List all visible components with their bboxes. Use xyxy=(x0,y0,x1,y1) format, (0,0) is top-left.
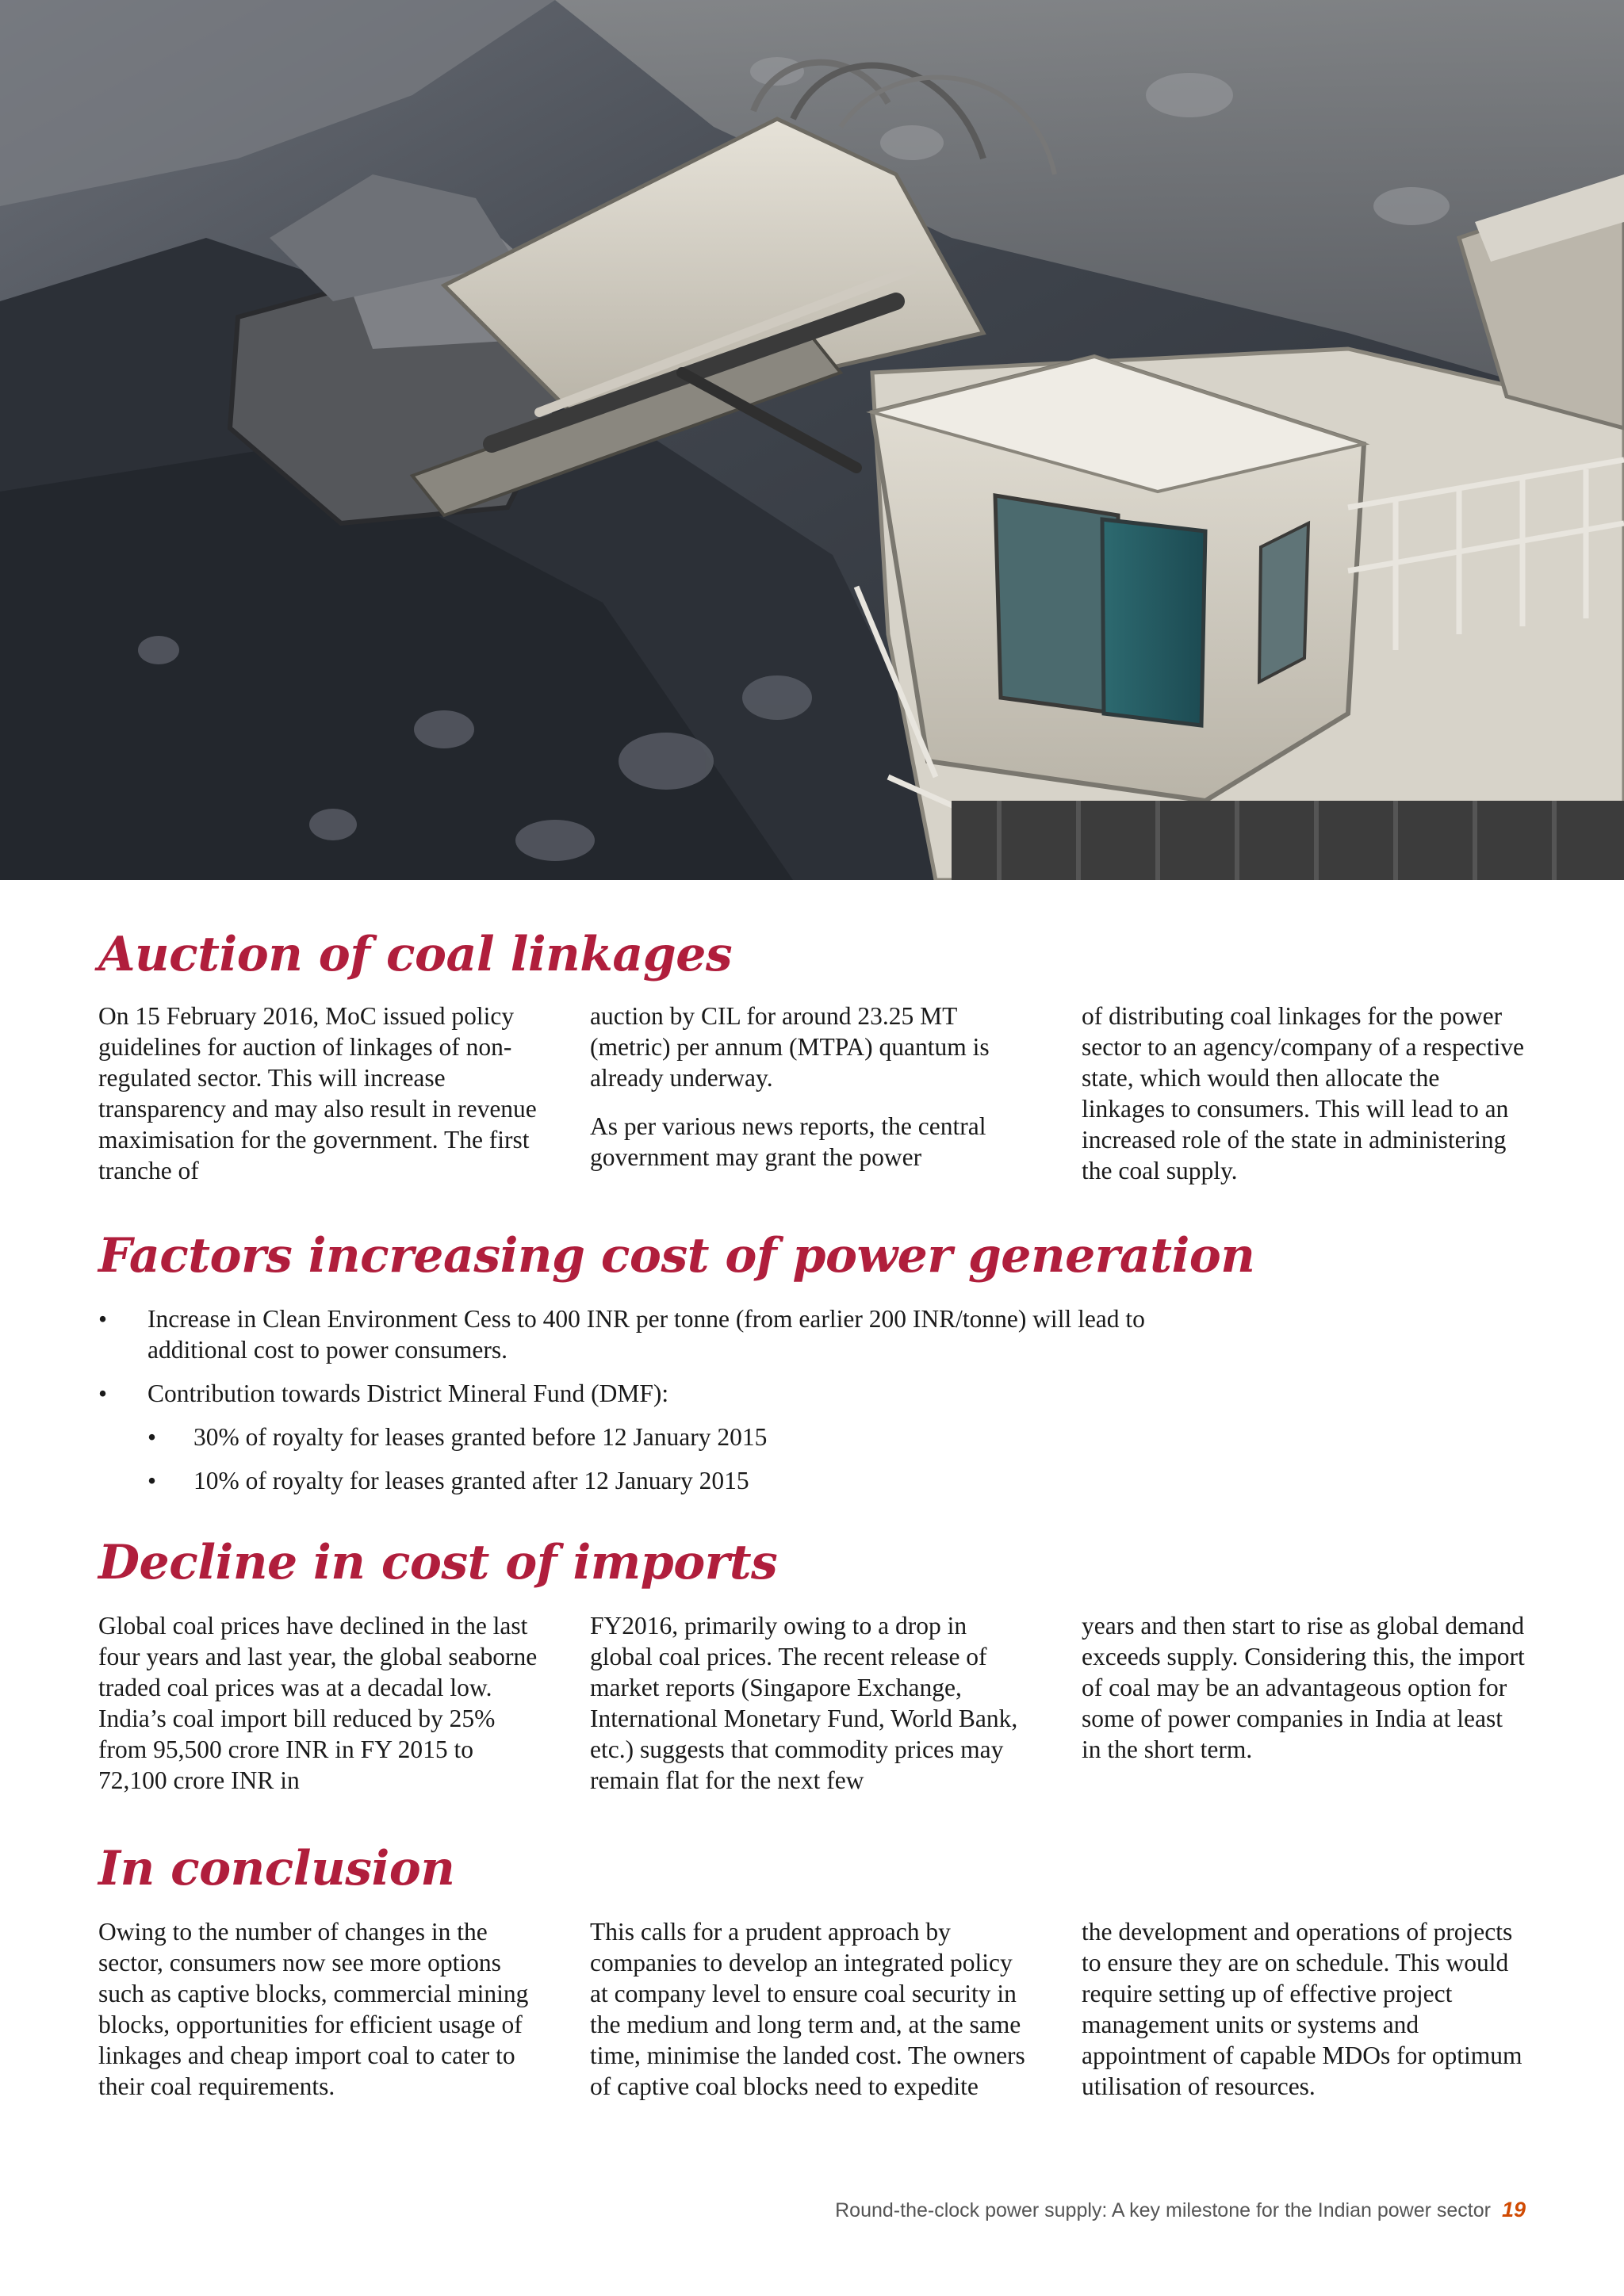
section-columns-conclusion xyxy=(98,1916,1526,2102)
section-title-conclusion: In conclusion xyxy=(98,1841,455,1896)
column-1 xyxy=(98,1001,542,1186)
section-title-auction: Auction of coal linkages xyxy=(98,927,733,982)
section-title-factors: Factors increasing cost of power generation xyxy=(98,1228,1255,1284)
paragraph: FY2016, primarily owing to a drop in global coal prices. The recent release of market reports (Singapore Exchange, International Monetary Fund, World Bank, etc.) suggests that commodity prices may remain flat for the next few xyxy=(590,1612,1018,1794)
paragraph: of distributing coal linkages for the power sector to an agency/company of a respective state, which would then allocate the linkages to consumers. This will lead to an increased role of the state in administering the coal supply. xyxy=(1082,1002,1525,1184)
bullet-text: Increase in Clean Environment Cess to 400 INR per tonne (from earlier 200 INR/tonne) will lead to additional cost to power consumers. xyxy=(147,1305,1145,1364)
bullet-item xyxy=(98,1303,1224,1365)
bullet-item xyxy=(98,1378,1224,1496)
column-3 xyxy=(1082,1001,1526,1186)
paragraph: years and then start to rise as global demand exceeds supply. Considering this, the import of coal may be an advantageous option for some of power companies in India at least in the short term. xyxy=(1082,1612,1525,1763)
sub-bullet-text: 30% of royalty for leases granted before 12 January 2015 xyxy=(193,1423,768,1451)
sub-bullet-text: 10% of royalty for leases granted after 12 January 2015 xyxy=(193,1467,749,1494)
section-columns-auction xyxy=(98,1001,1526,1186)
article-body xyxy=(98,880,1526,2102)
sub-bullet-list xyxy=(98,1422,1224,1496)
bullet-list-factors xyxy=(98,1303,1224,1496)
column-2 xyxy=(590,1001,1034,1186)
section-columns-imports xyxy=(98,1610,1526,1796)
paragraph: Global coal prices have declined in the last four years and last year, the global seaborne traded coal prices was at a decadal low. India’s coal import bill reduced by 25% from 95,500 crore INR in FY 2015 to 72,100 crore INR in xyxy=(98,1612,538,1794)
column-1 xyxy=(98,1916,542,2102)
hero-photo xyxy=(0,0,1624,880)
paragraph: This calls for a prudent approach by companies to develop an integrated policy at company level to ensure coal security in the medium and long term and, at the same time, minimise the landed cost. The owners of captive coal blocks need to expedite xyxy=(590,1918,1025,2100)
paragraph: the development and operations of projects to ensure they are on schedule. This would require setting up of effective project management units or systems and appointment of capable MDOs for optimum utilisation of resources. xyxy=(1082,1918,1522,2100)
sub-bullet-item xyxy=(147,1422,1224,1452)
bullet-text: Contribution towards District Mineral Fund (DMF): xyxy=(147,1380,669,1407)
paragraph: Owing to the number of changes in the sector, consumers now see more options such as captive blocks, commercial mining blocks, opportunities for efficient usage of linkages and cheap import coal to cater to their coal requirements. xyxy=(98,1918,529,2100)
page-number: 19 xyxy=(1501,2198,1526,2221)
column-2 xyxy=(590,1610,1034,1796)
paragraph: auction by CIL for around 23.25 MT (metric) per annum (MTPA) quantum is already underway. xyxy=(590,1002,990,1092)
column-2 xyxy=(590,1916,1034,2102)
column-3 xyxy=(1082,1610,1526,1796)
page-footer xyxy=(0,2198,1526,2222)
column-3 xyxy=(1082,1916,1526,2102)
column-1 xyxy=(98,1610,542,1796)
paragraph: As per various news reports, the central government may grant the power xyxy=(590,1112,986,1171)
sub-bullet-item xyxy=(147,1465,1224,1496)
paragraph: On 15 February 2016, MoC issued policy guidelines for auction of linkages of non-regulated sector. This will increase transparency and may also result in revenue maximisation for the government. The first tranche of xyxy=(98,1002,537,1184)
footer-title: Round-the-clock power supply: A key milestone for the Indian power sector xyxy=(835,2199,1491,2221)
section-title-imports: Decline in cost of imports xyxy=(98,1535,778,1590)
